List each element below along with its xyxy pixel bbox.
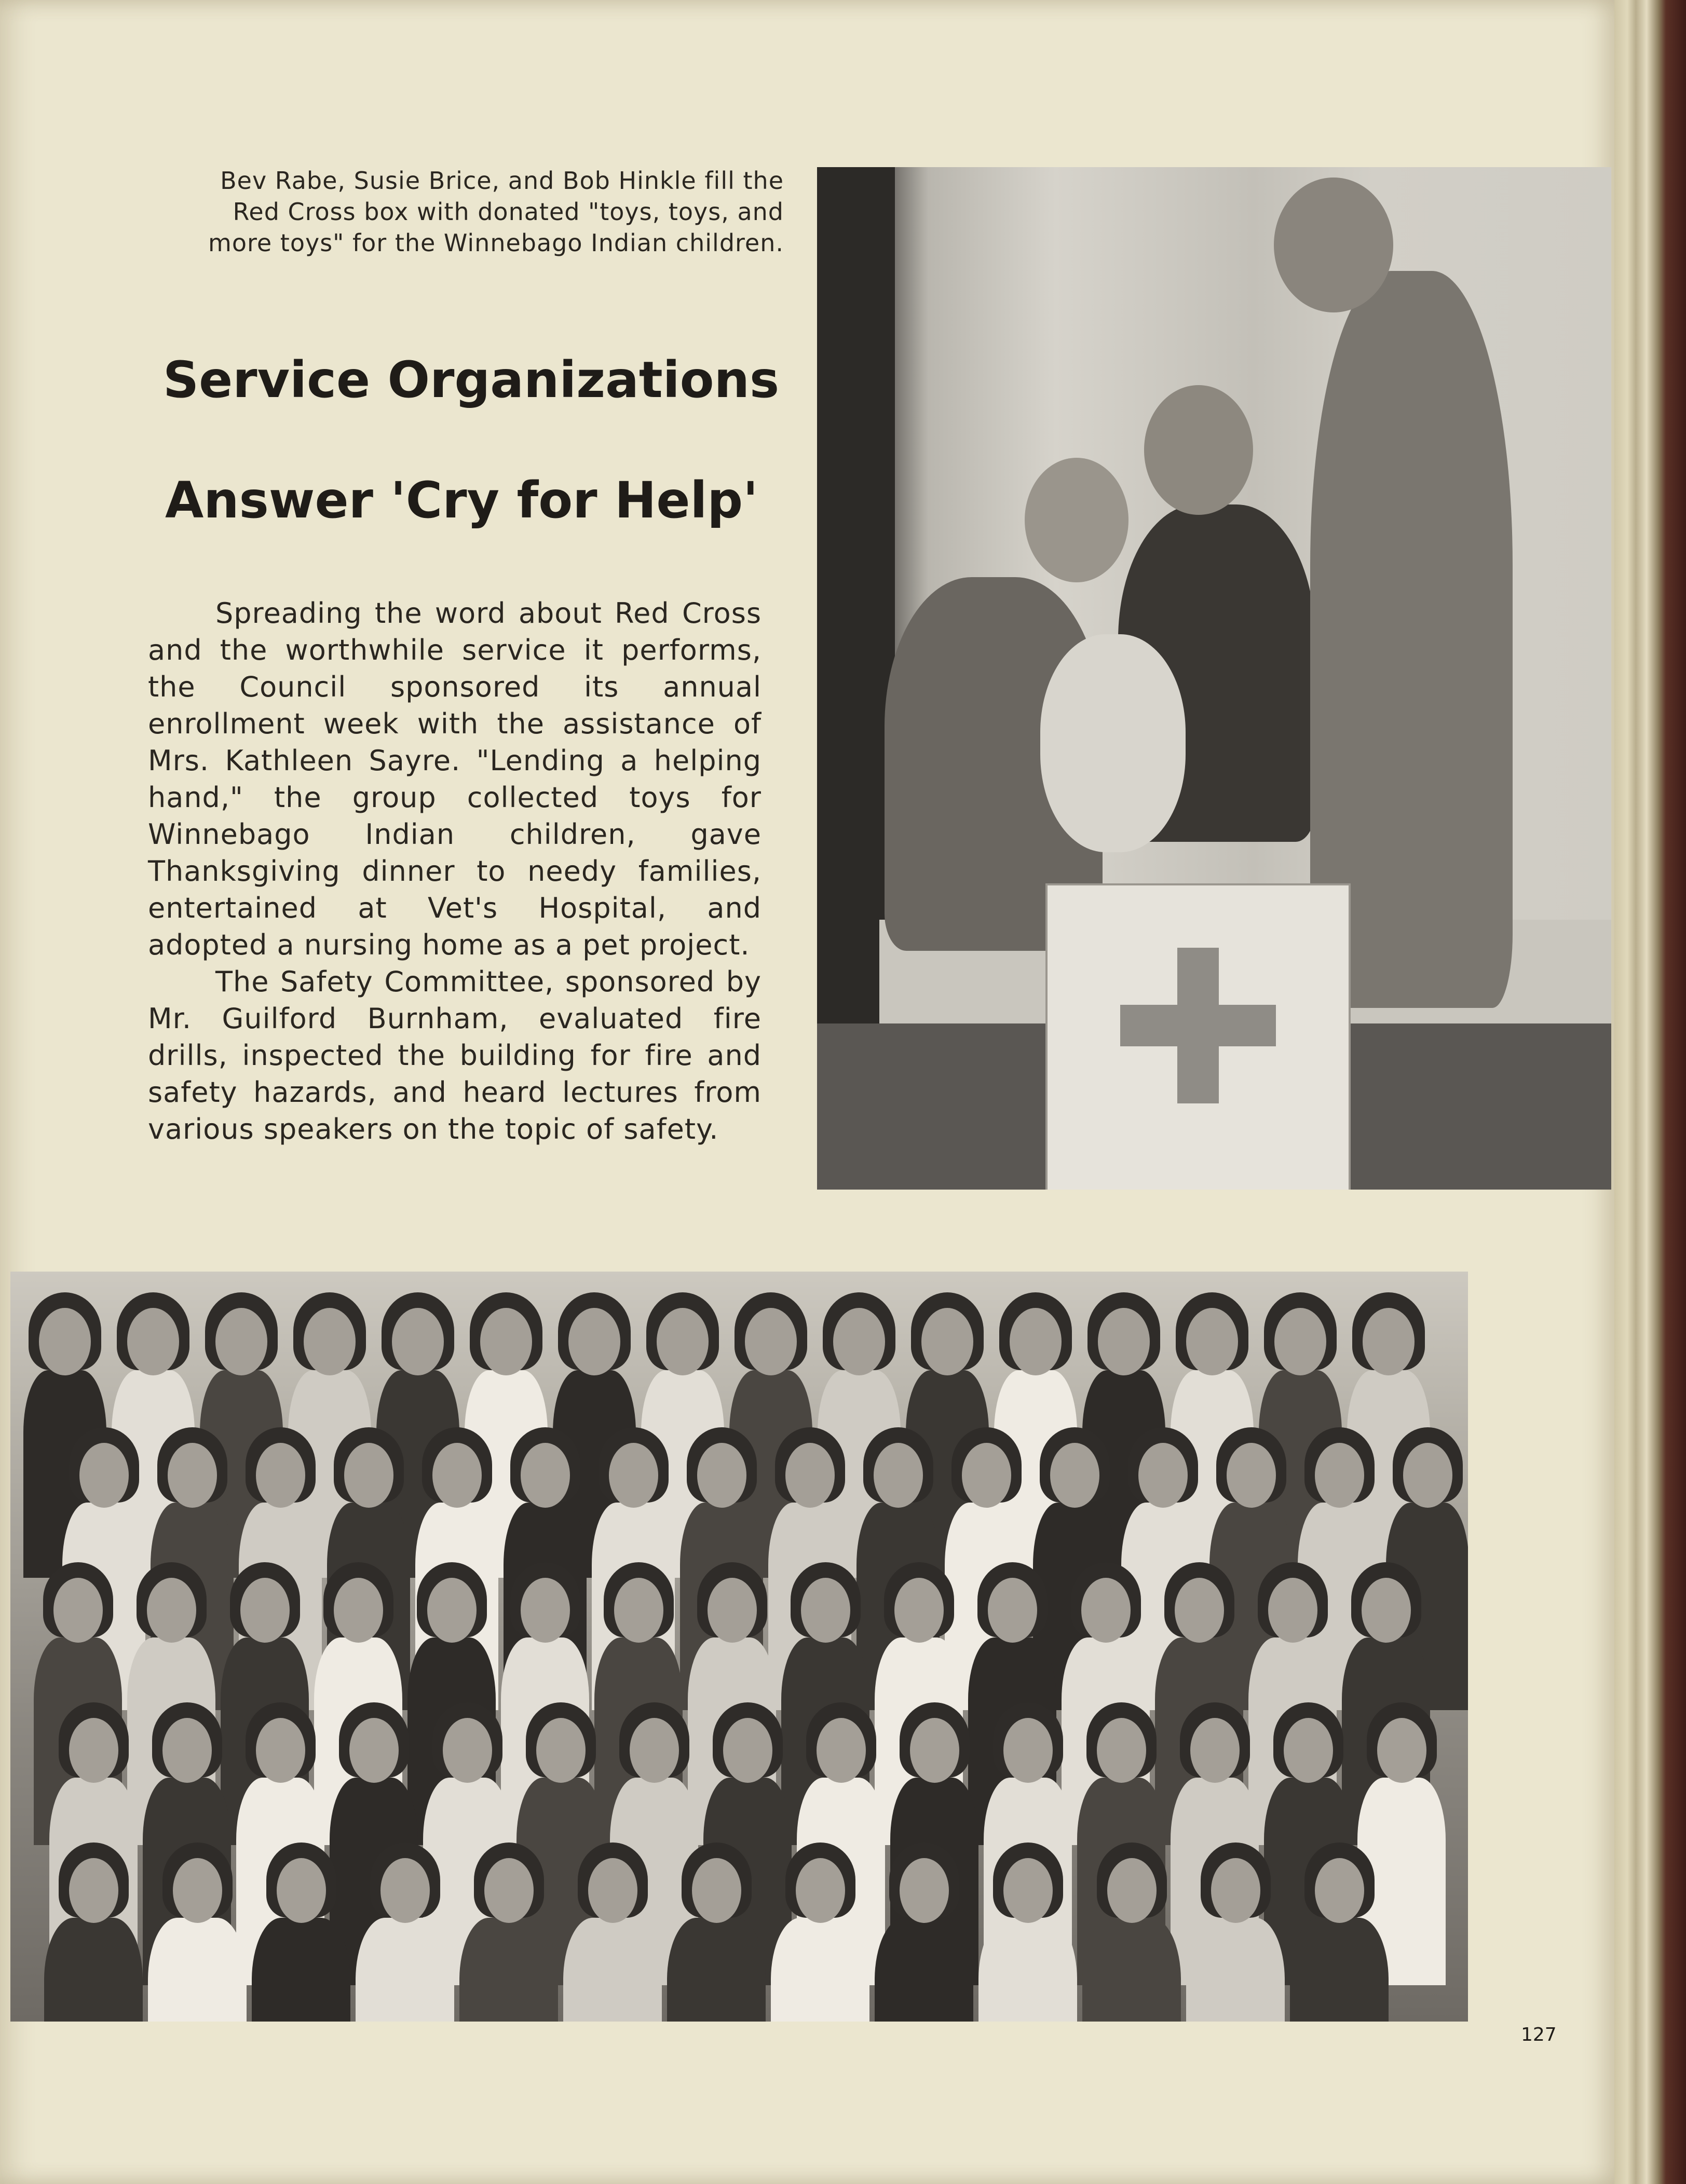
photo-head-left — [1025, 458, 1128, 582]
book-binding-edge — [1614, 0, 1686, 2184]
article-paragraph-1: Spreading the word about Red Cross and the worthwhile service it performs, the Council sponsored its annual enrollment week with the assistance of Mrs. Kathleen Sayre. "Lending a helping hand," the group collected toys for Winnebago Indian children, gave Thanksgiving dinner to needy families, entertained at Vet's Hospital, and adopted a nursing home as a pet project. — [148, 597, 762, 961]
group-photo-person — [561, 1842, 664, 2022]
group-photo-person — [353, 1842, 457, 2022]
headline-line-1: Service Organizations — [163, 351, 780, 409]
article-paragraph-2: The Safety Committee, sponsored by Mr. Guilford Burnham, evaluated fire drills, inspected the building for fire and safety hazards, and heard lectures from various speakers on the topic of safety. — [148, 965, 762, 1145]
group-photo-person — [976, 1842, 1080, 2022]
group-photo-person — [1287, 1842, 1391, 2022]
group-photo-person — [42, 1842, 145, 2022]
group-photo-person — [249, 1842, 353, 2022]
group-photo-person — [768, 1842, 872, 2022]
red-cross-box — [1045, 883, 1351, 1190]
photo-caption: Bev Rabe, Susie Brice, and Bob Hinkle fill the Red Cross box with donated "toys, toys, and more toys" for the Winnebago Indian children. — [208, 167, 784, 257]
group-photo-person — [664, 1842, 768, 2022]
service-organization-group-photo — [10, 1272, 1468, 2022]
photo-head-middle — [1144, 385, 1253, 515]
group-photo-person — [145, 1842, 249, 2022]
photo-teddy-bear — [1040, 634, 1186, 852]
red-cross-toy-drive-photo — [817, 167, 1611, 1190]
page-number: 127 — [1521, 2024, 1557, 2045]
group-photo-person — [1184, 1842, 1287, 2022]
group-photo-person — [457, 1842, 561, 2022]
photo-head-right — [1274, 178, 1393, 312]
headline-line-2: Answer 'Cry for Help' — [165, 471, 758, 529]
group-photo-person — [1080, 1842, 1184, 2022]
article-body — [148, 595, 762, 1148]
group-photo-person — [872, 1842, 976, 2022]
